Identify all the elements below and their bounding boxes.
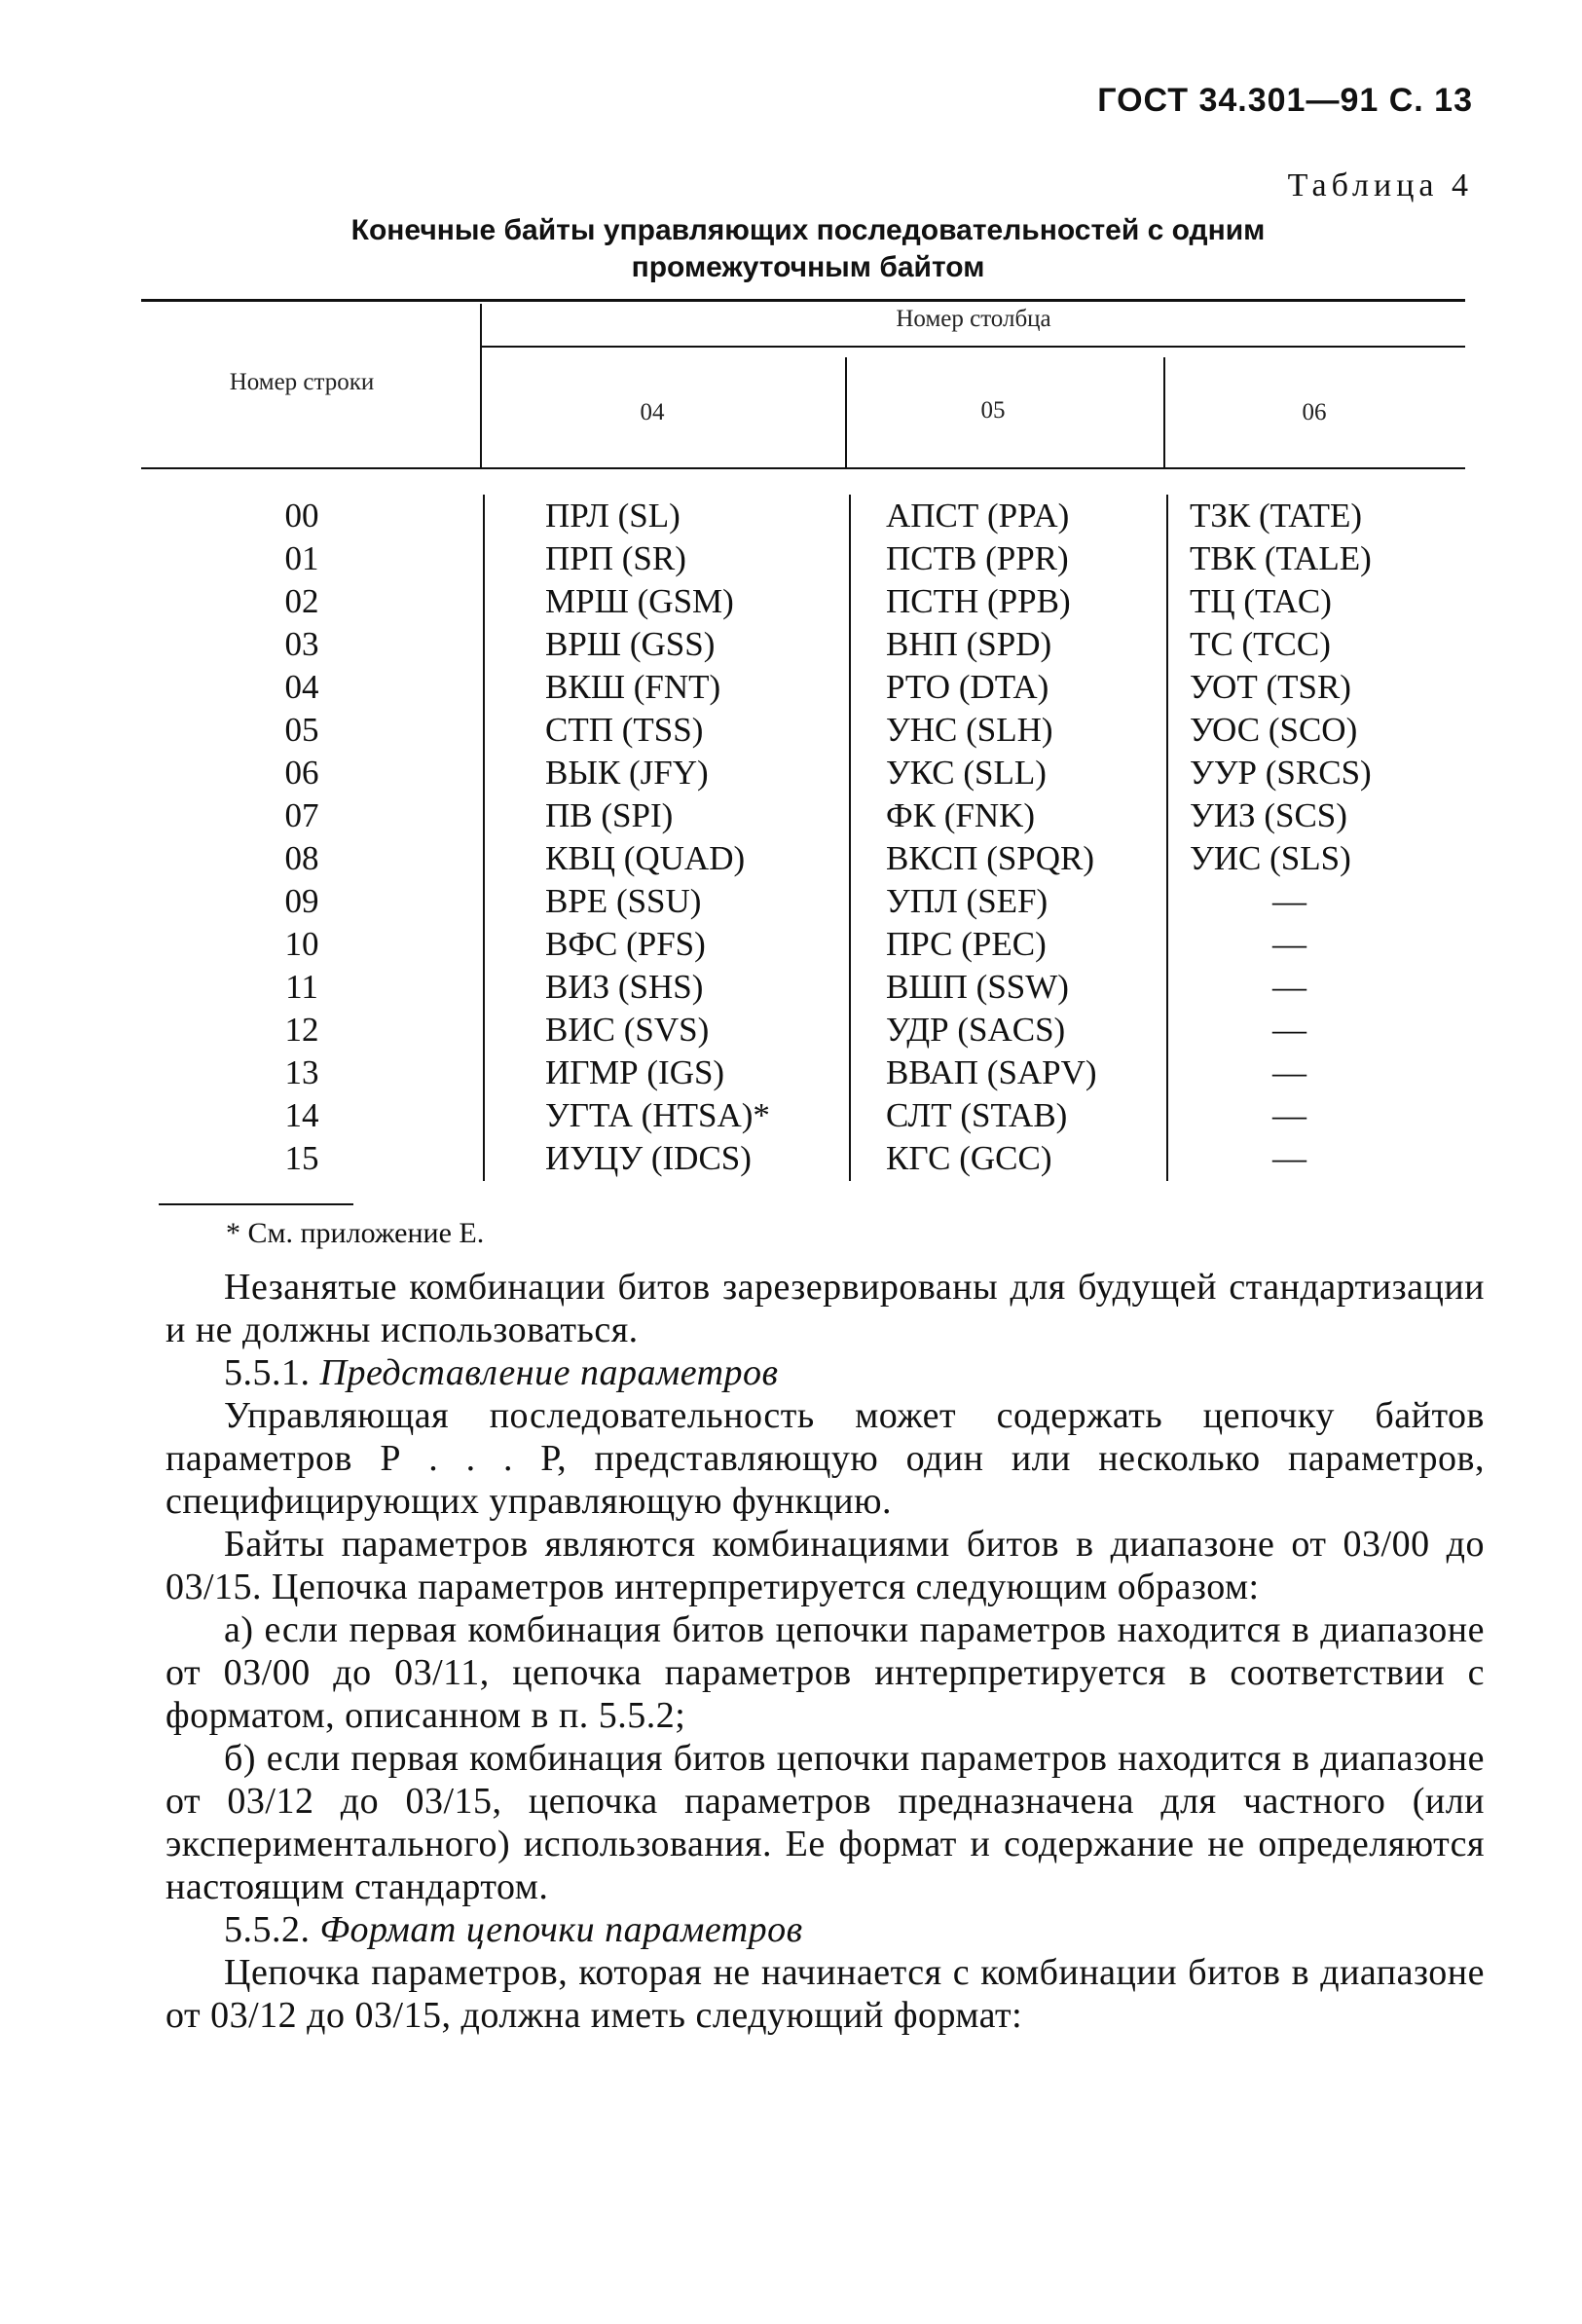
cell-col-06: —: [1272, 925, 1306, 963]
cell-col-05: УДР (SACS): [886, 1011, 1066, 1049]
cell-col-04: ПРП (SR): [545, 539, 686, 577]
cell-col-06: —: [1272, 968, 1306, 1006]
cell-col-04: ИУЦУ (IDCS): [545, 1139, 752, 1177]
divider-05-06-head: [1163, 357, 1165, 467]
table-row: [0, 580, 1582, 623]
cell-col-05: ВНП (SPD): [886, 625, 1052, 663]
row-number: 11: [285, 968, 318, 1006]
cell-col-05: ПСТН (PPB): [886, 582, 1071, 620]
section-title: Представление параметров: [319, 1352, 779, 1393]
table-row: [0, 1051, 1582, 1094]
table-row: [0, 495, 1582, 537]
table-row: [0, 1137, 1582, 1180]
row-number: 15: [284, 1139, 319, 1177]
row-number: 07: [284, 796, 319, 834]
table-title-line-1: Конечные байты управляющих последовательностей с одним: [350, 214, 1266, 246]
table-row: [0, 923, 1582, 966]
cell-col-05: ВШП (SSW): [886, 968, 1069, 1006]
row-number: 02: [284, 582, 319, 620]
cell-col-06: УОТ (TSR): [1190, 668, 1351, 706]
cell-col-06: ТВК (TALE): [1190, 539, 1372, 577]
cell-col-04: ВИЗ (SHS): [545, 968, 704, 1006]
cell-col-05: РТО (DTA): [886, 668, 1049, 706]
cell-col-04: УГТА (HTSA)*: [545, 1096, 770, 1134]
footnote-rule: [159, 1203, 353, 1205]
cell-col-05: СЛТ (STAB): [886, 1096, 1068, 1134]
table-title: [282, 212, 1334, 286]
cell-col-04: ВФС (PFS): [545, 925, 706, 963]
row-number: 08: [284, 839, 319, 877]
row-number: 03: [284, 625, 319, 663]
section-number: 5.5.1.: [224, 1352, 311, 1393]
cell-col-04: ИГМР (IGS): [545, 1053, 725, 1091]
cell-col-06: УИС (SLS): [1190, 839, 1351, 877]
cell-col-04: ВКШ (FNT): [545, 668, 721, 706]
cell-col-04: МРШ (GSM): [545, 582, 734, 620]
page-header: ГОСТ 34.301—91 С. 13: [1097, 82, 1473, 119]
cell-col-04: СТП (TSS): [545, 711, 704, 749]
cell-col-06: УИЗ (SCS): [1190, 796, 1347, 834]
table-label: Таблица 4: [1287, 167, 1473, 203]
row-number: 10: [284, 925, 319, 963]
cell-col-06: —: [1272, 1139, 1306, 1177]
column-number-header: Номер столбца: [896, 306, 1051, 332]
cell-col-05: АПСТ (PPA): [886, 497, 1070, 535]
cell-col-05: КГС (GCC): [886, 1139, 1052, 1177]
cell-col-04: ВРШ (GSS): [545, 625, 716, 663]
table-title-line-2: промежуточным байтом: [631, 251, 985, 283]
paragraph-item-b: б) если первая комбинация битов цепочки параметров находится в диапазоне от 03/12 до 03/15, цепочка параметров предназначена для частного (или экспериментального) использования. Ее формат и содержание не определяются настоящим стандартом.: [166, 1738, 1485, 1907]
cell-col-04: ПРЛ (SL): [545, 497, 681, 535]
cell-col-06: —: [1272, 1011, 1306, 1049]
row-number: 05: [284, 711, 319, 749]
row-number: 06: [284, 754, 319, 792]
row-number: 04: [284, 668, 319, 706]
table-row: [0, 880, 1582, 923]
cell-col-05: ФК (FNK): [886, 796, 1036, 834]
row-number: 12: [284, 1011, 319, 1049]
table-row: [0, 752, 1582, 794]
row-number-header: Номер строки: [229, 369, 375, 395]
table-row: [0, 709, 1582, 752]
column-header-05: 05: [980, 397, 1006, 424]
cell-col-05: ВКСП (SPQR): [886, 839, 1095, 877]
cell-col-05: ПРС (PEC): [886, 925, 1047, 963]
table-row: [0, 794, 1582, 837]
cell-col-05: УПЛ (SEF): [886, 882, 1049, 920]
paragraph-control-sequence: Управляющая последовательность может содержать цепочку байтов параметров Р . . . Р, представляющую один или несколько параметров, специфицирующих управляющую функцию.: [166, 1395, 1485, 1522]
paragraph-format: Цепочка параметров, которая не начинается с комбинации битов в диапазоне от 03/12 до 03/15, должна иметь следующий формат:: [166, 1952, 1485, 2036]
cell-col-04: КВЦ (QUAD): [545, 839, 746, 877]
row-number: 14: [284, 1096, 319, 1134]
cell-col-06: —: [1272, 882, 1306, 920]
cell-col-06: УОС (SCO): [1190, 711, 1358, 749]
column-header-06: 06: [1302, 399, 1327, 425]
cell-col-04: ПВ (SPI): [545, 796, 674, 834]
header-bottom-rule: [141, 467, 1465, 469]
cell-col-04: ВРЕ (SSU): [545, 882, 702, 920]
row-number: 13: [284, 1053, 319, 1091]
cell-col-06: ТЗК (TATE): [1190, 497, 1363, 535]
paragraph-parameter-bytes: Байты параметров являются комбинациями битов в диапазоне от 03/00 до 03/15. Цепочка параметров интерпретируется следующим образом:: [166, 1524, 1485, 1607]
cell-col-06: ТС (TCC): [1190, 625, 1331, 663]
table-row: [0, 837, 1582, 880]
table-top-rule: [141, 299, 1465, 302]
cell-col-05: УКС (SLL): [886, 754, 1047, 792]
column-number-rule: [482, 346, 1465, 348]
cell-col-05: ВВАП (SAPV): [886, 1053, 1097, 1091]
row-number: 01: [284, 539, 319, 577]
body-text: [166, 1266, 1485, 2037]
table-row: [0, 966, 1582, 1009]
table-row: [0, 1009, 1582, 1051]
cell-col-06: ТЦ (TAC): [1190, 582, 1332, 620]
cell-col-06: —: [1272, 1096, 1306, 1134]
divider-04-05-head: [845, 357, 847, 467]
paragraph-unused-combinations: Незанятые комбинации битов зарезервированы для будущей стандартизации и не должны использоваться.: [166, 1267, 1485, 1350]
cell-col-06: —: [1272, 1053, 1306, 1091]
paragraph-item-a: а) если первая комбинация битов цепочки параметров находится в диапазоне от 03/00 до 03/11, цепочка параметров интерпретируется в соответствии с форматом, описанном в п. 5.5.2;: [166, 1609, 1485, 1736]
table-row: [0, 623, 1582, 666]
cell-col-04: ВЫК (JFY): [545, 754, 709, 792]
section-title: Формат цепочки параметров: [319, 1909, 803, 1950]
table-row: [0, 537, 1582, 580]
section-number: 5.5.2.: [224, 1909, 311, 1950]
table-footnote: * См. приложение Е.: [226, 1217, 485, 1249]
section-heading-5-5-1: [166, 1351, 1485, 1394]
section-heading-5-5-2: [166, 1908, 1485, 1951]
cell-col-05: УНС (SLH): [886, 711, 1053, 749]
table-row: [0, 1094, 1582, 1137]
cell-col-06: УУР (SRCS): [1190, 754, 1372, 792]
row-number: 00: [284, 497, 319, 535]
cell-col-04: ВИС (SVS): [545, 1011, 710, 1049]
table-row: [0, 666, 1582, 709]
column-header-04: 04: [640, 399, 665, 425]
cell-col-05: ПСТВ (PPR): [886, 539, 1069, 577]
row-number: 09: [284, 882, 319, 920]
